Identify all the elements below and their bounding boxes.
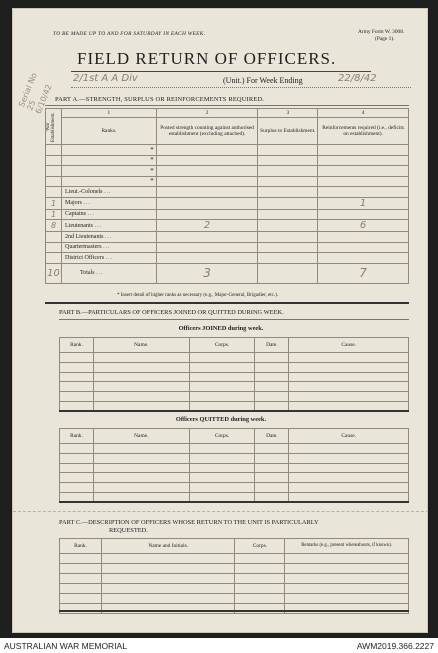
rank-row: 1 Majors ... 1 (46, 197, 409, 209)
col-number-2: 2 (156, 109, 258, 118)
quitted-table (59, 428, 409, 503)
col-war-establishment: War Establishment. (46, 109, 62, 145)
joined-col-cause: Cause. (289, 338, 409, 353)
joined-col-corps: Corps. (189, 338, 255, 353)
form-number: Army Form W. 3008. (358, 29, 405, 35)
part-a-table (45, 108, 409, 284)
quitted-col-cause: Cause. (289, 429, 409, 444)
page-number: (Page 1). (375, 36, 395, 42)
star-mark: * (61, 166, 156, 177)
caption-bar (0, 638, 438, 653)
quitted-title: Officers QUITTED during week. (175, 416, 267, 423)
col-posted-strength: Posted strength counting against authorised establishment (excluding attached). (156, 118, 258, 145)
star-mark: * (61, 176, 156, 187)
col-surplus: Surplus to Establishment. (258, 118, 318, 145)
joined-title: Officers JOINED during week. (178, 325, 264, 332)
unit-week-label: (Unit.) For Week Ending (223, 76, 303, 85)
unit-name-handwritten: 2/1st A A Div (73, 73, 138, 84)
rank-row: District Officers ... (46, 253, 409, 264)
part-b-heading: PART B.—PARTICULARS OF OFFICERS JOINED OR QUITTED DURING WEEK. (59, 309, 284, 316)
rank-row: Quartermasters ... (46, 242, 409, 253)
star-mark: * (61, 155, 156, 166)
joined-table (59, 337, 409, 412)
rank-row: 8 Lieutenants ... 2 6 (46, 220, 409, 232)
joined-col-name: Name. (93, 338, 189, 353)
form-title: FIELD RETURN OF OFFICERS. (77, 49, 337, 68)
totals-row: 10 Totals ... 3 7 (46, 263, 409, 283)
part-c-col-name: Name and Initials. (101, 539, 235, 554)
quitted-col-corps: Corps. (189, 429, 255, 444)
form-sheet (12, 8, 428, 633)
col-number-4: 4 (318, 109, 409, 118)
totals-label: Totals (79, 270, 95, 276)
totals-posted: 3 (156, 263, 258, 283)
part-c-col-remarks: Remarks (e.g., present whereabouts, if known). (285, 539, 409, 554)
col-reinforcements: Reinforcements required (i.e., deficits on establishment). (318, 118, 409, 145)
joined-col-rank: Rank. (60, 338, 94, 353)
pencil-serial-note: Serial No 25 6/10/42 (17, 71, 54, 116)
caption-accession-number: AWM2019.366.2227 (356, 641, 434, 651)
rank-row: 2nd Lieutenants ... (46, 232, 409, 243)
part-a-heading: PART A.—STRENGTH, SURPLUS OR REINFORCEMENTS REQUIRED. (55, 96, 265, 103)
col-number-1: 1 (61, 109, 156, 118)
col-ranks: Ranks. (61, 118, 156, 145)
totals-reinforcements: 7 (318, 263, 409, 283)
rank-row: 1 Captains ... (46, 209, 409, 220)
star-mark: * (61, 145, 156, 156)
caption-source: AUSTRALIAN WAR MEMORIAL (4, 641, 127, 651)
part-a-footnote: * Insert detail of higher ranks as necessary (e.g., Major-General, Brigadier, etc.). (117, 293, 279, 298)
part-c-col-corps: Corps. (235, 539, 285, 554)
totals-war-est: 10 (46, 263, 62, 283)
col-number-3: 3 (258, 109, 318, 118)
joined-col-date: Date. (255, 338, 289, 353)
part-c-heading-line2: REQUESTED. (109, 527, 148, 534)
part-c-heading-line1: PART C.—DESCRIPTION OF OFFICERS WHOSE RETURN TO THE UNIT IS PARTICULARLY (59, 519, 319, 526)
quitted-col-name: Name. (93, 429, 189, 444)
part-c-table (59, 538, 409, 614)
part-c-col-rank: Rank. (60, 539, 102, 554)
quitted-col-rank: Rank. (60, 429, 94, 444)
week-ending-handwritten: 22/8/42 (338, 73, 377, 84)
quitted-col-date: Date. (255, 429, 289, 444)
form-instruction: TO BE MADE UP TO AND FOR SATURDAY IN EACH WEEK. (53, 31, 206, 37)
rank-row: Lieut.-Colonels ... (46, 187, 409, 198)
